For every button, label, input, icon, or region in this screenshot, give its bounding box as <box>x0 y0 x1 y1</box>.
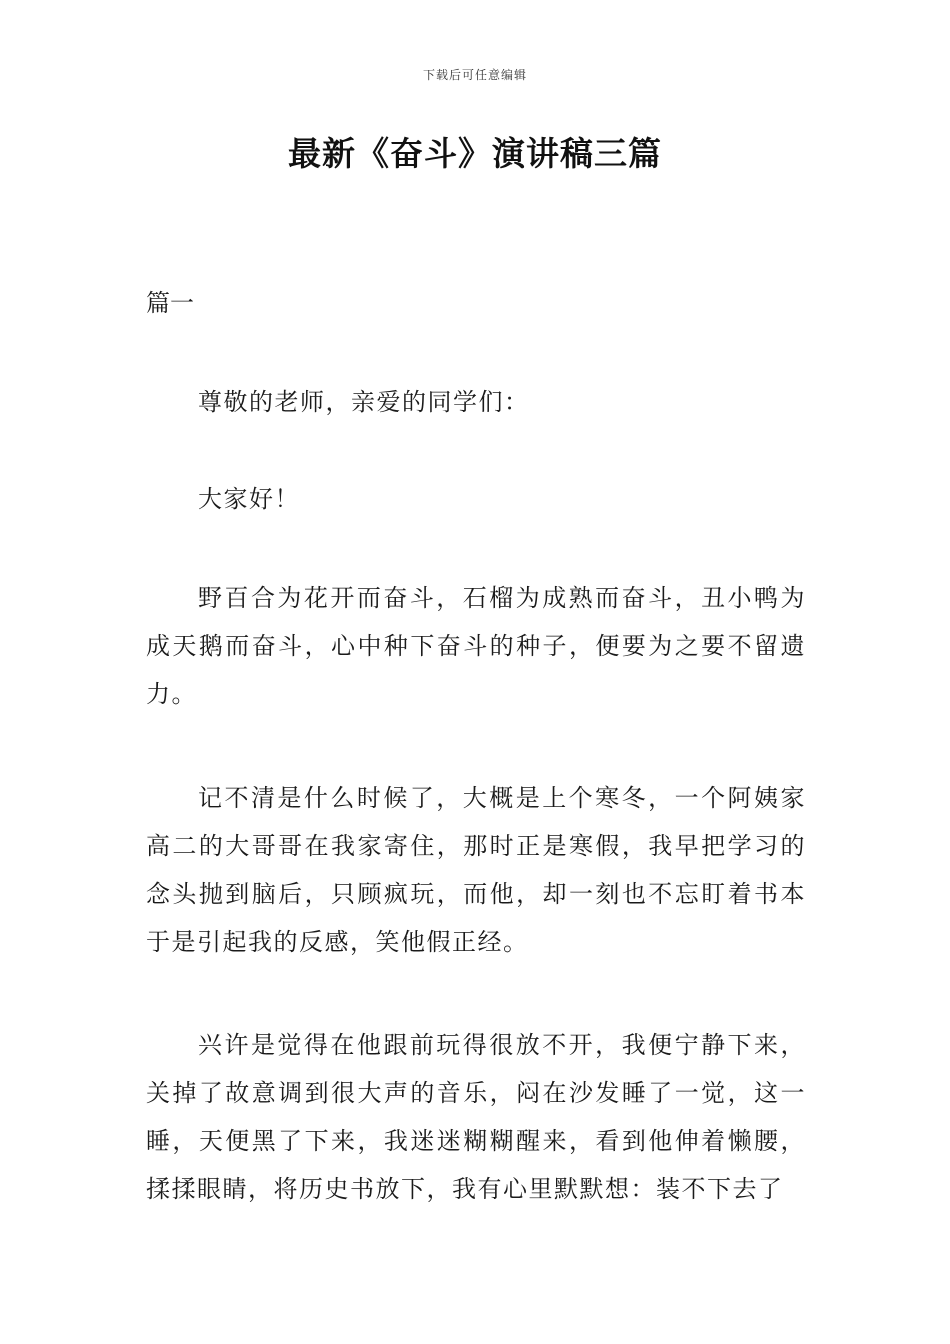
greeting-paragraph: 尊敬的老师，亲爱的同学们： <box>198 388 530 416</box>
header-note: 下载后可任意编辑 <box>422 68 527 82</box>
section-label: 篇一 <box>146 289 194 317</box>
hello-paragraph: 大家好！ <box>198 485 300 513</box>
body-paragraph: 野百合为花开而奋斗，石榴为成熟而奋斗，丑小鸭为成天鹅而奋斗，心中种下奋斗的种子，便要为之要不留遗力。 <box>146 584 806 708</box>
body-paragraph: 兴许是觉得在他跟前玩得很放不开，我便宁静下来，关掉了故意调到很大声的音乐，闷在沙发睡了一觉，这一睡，天便黑了下来，我迷迷糊糊醒来，看到他伸着懒腰，揉揉眼睛，将历史书放下，我有心里默默想：装不下去了 <box>146 1031 806 1203</box>
body-paragraph: 记不清是什么时候了，大概是上个寒冬，一个阿姨家高二的大哥哥在我家寄住，那时正是寒假，我早把学习的念头抛到脑后，只顾疯玩，而他，却一刻也不忘盯着书本于是引起我的反感，笑他假正经。 <box>146 784 806 956</box>
document-title: 最新《奋斗》演讲稿三篇 <box>288 134 662 173</box>
